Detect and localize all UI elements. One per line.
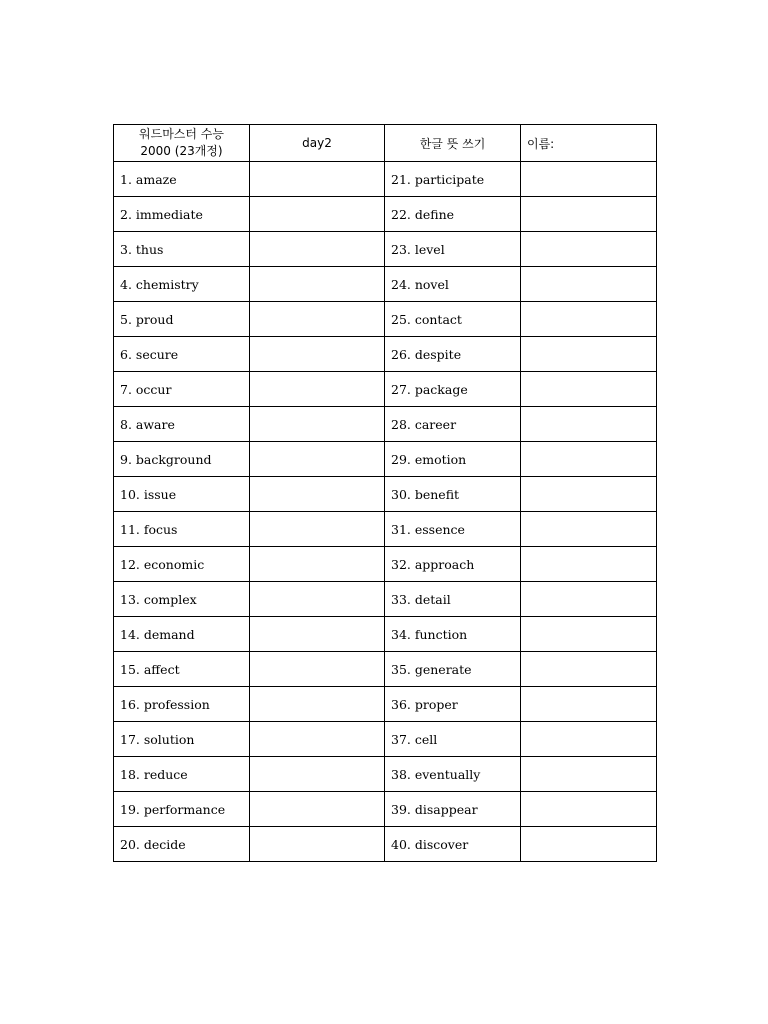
answer-left[interactable] [250, 617, 385, 652]
answer-right[interactable] [521, 197, 657, 232]
word-row [114, 162, 657, 197]
name-label: 이름: [527, 137, 555, 151]
answer-left[interactable] [250, 477, 385, 512]
answer-left[interactable] [250, 407, 385, 442]
word-left: 4. chemistry [114, 267, 250, 302]
answer-right[interactable] [521, 722, 657, 757]
word-right: 39. disappear [385, 792, 521, 827]
answer-right[interactable] [521, 267, 657, 302]
word-left: 10. issue [114, 477, 250, 512]
answer-right[interactable] [521, 547, 657, 582]
word-right: 22. define [385, 197, 521, 232]
word-row [114, 722, 657, 757]
word-left: 20. decide [114, 827, 250, 862]
word-row [114, 687, 657, 722]
word-left: 17. solution [114, 722, 250, 757]
answer-left[interactable] [250, 267, 385, 302]
word-row [114, 547, 657, 582]
answer-right[interactable] [521, 617, 657, 652]
word-left: 3. thus [114, 232, 250, 267]
answer-left[interactable] [250, 652, 385, 687]
word-row [114, 477, 657, 512]
word-left: 5. proud [114, 302, 250, 337]
answer-right[interactable] [521, 162, 657, 197]
vocabulary-table [113, 124, 657, 862]
word-left: 13. complex [114, 582, 250, 617]
word-right: 24. novel [385, 267, 521, 302]
word-left: 11. focus [114, 512, 250, 547]
word-left: 14. demand [114, 617, 250, 652]
word-right: 23. level [385, 232, 521, 267]
word-left: 18. reduce [114, 757, 250, 792]
word-row [114, 652, 657, 687]
day-label: day2 [250, 125, 385, 162]
word-right: 30. benefit [385, 477, 521, 512]
answer-right[interactable] [521, 372, 657, 407]
answer-left[interactable] [250, 757, 385, 792]
word-left: 6. secure [114, 337, 250, 372]
word-right: 37. cell [385, 722, 521, 757]
word-row [114, 232, 657, 267]
word-row [114, 267, 657, 302]
answer-left[interactable] [250, 197, 385, 232]
header-row [114, 125, 657, 162]
word-left: 7. occur [114, 372, 250, 407]
worksheet-title-cell [114, 125, 250, 162]
word-row [114, 617, 657, 652]
answer-right[interactable] [521, 757, 657, 792]
answer-left[interactable] [250, 512, 385, 547]
word-right: 33. detail [385, 582, 521, 617]
name-field[interactable] [521, 125, 657, 162]
word-right: 28. career [385, 407, 521, 442]
word-left: 16. profession [114, 687, 250, 722]
word-row [114, 337, 657, 372]
answer-left[interactable] [250, 442, 385, 477]
word-row [114, 757, 657, 792]
word-right: 36. proper [385, 687, 521, 722]
answer-left[interactable] [250, 372, 385, 407]
word-right: 32. approach [385, 547, 521, 582]
word-row [114, 827, 657, 862]
word-right: 25. contact [385, 302, 521, 337]
answer-left[interactable] [250, 547, 385, 582]
word-left: 9. background [114, 442, 250, 477]
answer-right[interactable] [521, 407, 657, 442]
word-left: 12. economic [114, 547, 250, 582]
word-row [114, 512, 657, 547]
word-right: 31. essence [385, 512, 521, 547]
answer-right[interactable] [521, 232, 657, 267]
answer-left[interactable] [250, 792, 385, 827]
instruction-label: 한글 뜻 쓰기 [385, 125, 521, 162]
answer-left[interactable] [250, 337, 385, 372]
word-right: 34. function [385, 617, 521, 652]
word-right: 29. emotion [385, 442, 521, 477]
answer-left[interactable] [250, 722, 385, 757]
word-row [114, 407, 657, 442]
word-left: 15. affect [114, 652, 250, 687]
answer-right[interactable] [521, 652, 657, 687]
answer-right[interactable] [521, 792, 657, 827]
word-right: 38. eventually [385, 757, 521, 792]
answer-right[interactable] [521, 302, 657, 337]
answer-left[interactable] [250, 687, 385, 722]
word-left: 2. immediate [114, 197, 250, 232]
word-left: 1. amaze [114, 162, 250, 197]
word-row [114, 302, 657, 337]
answer-left[interactable] [250, 162, 385, 197]
answer-right[interactable] [521, 512, 657, 547]
word-row [114, 372, 657, 407]
word-right: 21. participate [385, 162, 521, 197]
answer-right[interactable] [521, 687, 657, 722]
answer-left[interactable] [250, 302, 385, 337]
answer-right[interactable] [521, 827, 657, 862]
word-row [114, 442, 657, 477]
word-left: 8. aware [114, 407, 250, 442]
word-row [114, 792, 657, 827]
worksheet-title-line2: 2000 (23개정) [140, 144, 223, 158]
word-left: 19. performance [114, 792, 250, 827]
answer-left[interactable] [250, 827, 385, 862]
answer-left[interactable] [250, 232, 385, 267]
vocabulary-worksheet [113, 124, 656, 862]
word-right: 35. generate [385, 652, 521, 687]
worksheet-title-line1: 워드마스터 수능 [139, 127, 224, 141]
answer-left[interactable] [250, 582, 385, 617]
answer-right[interactable] [521, 337, 657, 372]
word-row [114, 582, 657, 617]
answer-right[interactable] [521, 442, 657, 477]
word-right: 27. package [385, 372, 521, 407]
answer-right[interactable] [521, 477, 657, 512]
word-right: 26. despite [385, 337, 521, 372]
word-right: 40. discover [385, 827, 521, 862]
word-row [114, 197, 657, 232]
answer-right[interactable] [521, 582, 657, 617]
